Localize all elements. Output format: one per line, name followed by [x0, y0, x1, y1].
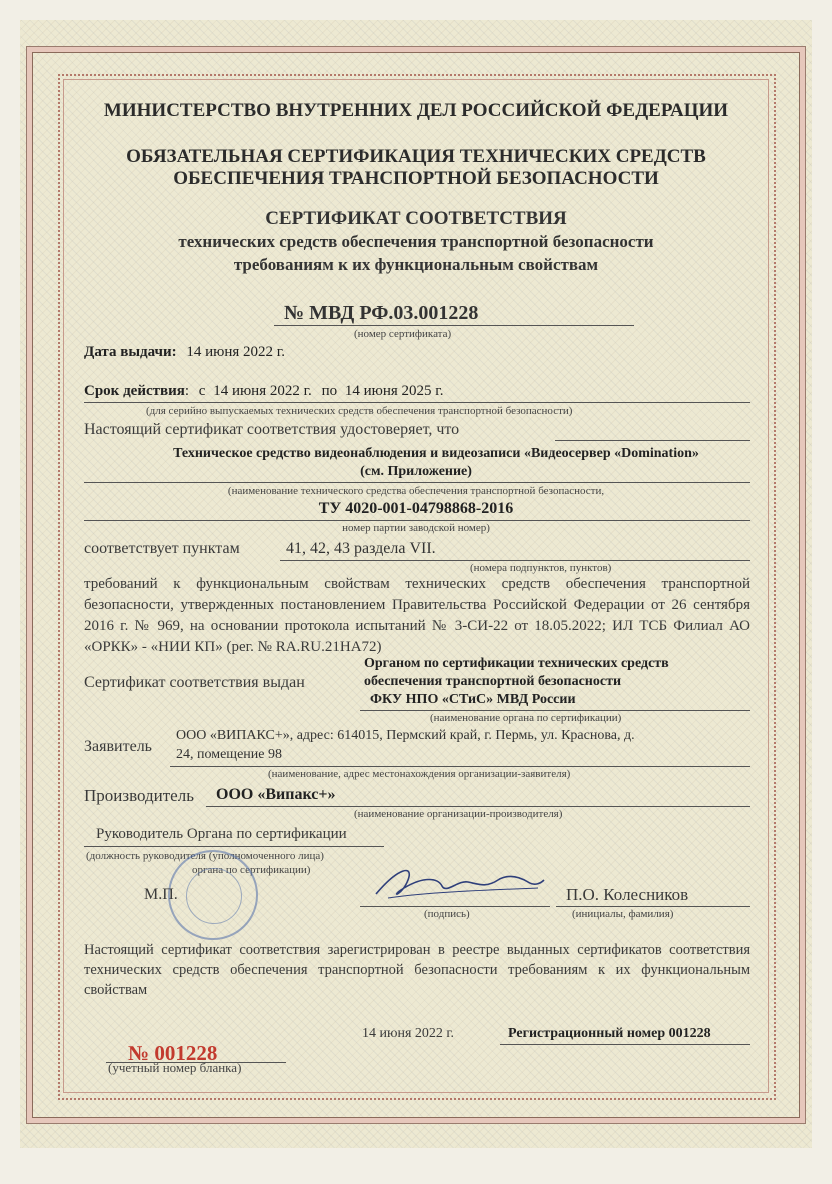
signatory-position-caption2: органа по сертификации): [192, 864, 311, 876]
underline: [170, 766, 750, 767]
official-seal-icon: [168, 850, 258, 940]
applicant-line2: 24, помещение 98: [176, 747, 282, 762]
issued-by-line2: обеспечения транспортной безопасности: [364, 674, 622, 689]
issue-date-label: Дата выдачи:: [84, 344, 177, 360]
validity-from-word: с: [198, 383, 206, 399]
applicant-label: Заявитель: [84, 738, 152, 755]
validity-to: 14 июня 2025 г.: [344, 383, 444, 399]
certifies-text: Настоящий сертификат соответствия удостоверяет, что: [84, 421, 460, 438]
document-title: СЕРТИФИКАТ СООТВЕТСТВИЯ: [265, 208, 567, 229]
validity-colon: :: [184, 383, 190, 399]
registry-date: 14 июня 2022 г.: [362, 1026, 455, 1041]
signatory-position-caption1: (должность руководителя (уполномоченного лица): [86, 850, 324, 862]
conformity-caption: (номера подпунктов, пунктов): [470, 562, 612, 574]
certificate-number-caption: (номер сертификата): [354, 328, 452, 340]
product-name-line1: Техническое средство видеонаблюдения и видеозаписи «Видеосервер «Domination»: [173, 446, 699, 461]
underline: [84, 520, 750, 521]
manufacturer-value: ООО «Випакс+»: [216, 786, 336, 803]
underline: [555, 440, 750, 441]
validity-caption: (для серийно выпускаемых технических средств обеспечения транспортной безопасности): [146, 405, 573, 417]
underline: [84, 846, 384, 847]
signature-icon: [368, 858, 548, 908]
manufacturer-label: Производитель: [84, 786, 194, 805]
validity-row: [84, 383, 443, 400]
validity-to-word: по: [321, 383, 338, 399]
registry-paragraph: Настоящий сертификат соответствия зарегистрирован в реестре выданных сертификатов соответствия технических средств обеспечения транспортной безопасности требованиям к их функциональным свойствам: [84, 942, 750, 998]
signature-caption: (подпись): [424, 908, 470, 920]
signatory-name: П.О. Колесников: [566, 885, 689, 904]
seal-place-label: М.П.: [144, 886, 178, 903]
product-name-line2: (см. Приложение): [360, 464, 472, 479]
blank-number-caption: (учетный номер бланка): [108, 1060, 242, 1075]
issue-date-value: 14 июня 2022 г.: [186, 344, 286, 360]
underline: [500, 1044, 750, 1045]
signatory-name-caption: (инициалы, фамилия): [572, 908, 674, 920]
underline: [274, 325, 634, 326]
applicant-line1: ООО «ВИПАКС+», адрес: 614015, Пермский край, г. Пермь, ул. Краснова, д.: [176, 728, 635, 743]
conformity-paragraph: требований к функциональным свойствам технических средств обеспечения транспортной безопасности, утвержденных постановлением Правительства Российской Федерации от 26 сентября 2016 г. № 969, на основании протокола испытаний № 3-СИ-22 от 18.05.2022; ИЛ ТСБ Филиал АО «ОРКК» - «НИИ КП» (рег. № RA.RU.21НА72): [84, 576, 750, 655]
underline: [280, 560, 750, 561]
document-subtitle-line1: технических средств обеспечения транспортной безопасности: [178, 232, 654, 251]
signatory-position: Руководитель Органа по сертификации: [96, 826, 347, 842]
blank-number: № 001228: [128, 1041, 218, 1065]
registration-number: Регистрационный номер 001228: [508, 1026, 711, 1041]
certification-title-line1: ОБЯЗАТЕЛЬНАЯ СЕРТИФИКАЦИЯ ТЕХНИЧЕСКИХ СРЕДСТВ: [126, 146, 706, 167]
issued-by-label: Сертификат соответствия выдан: [84, 674, 305, 691]
underline: [556, 906, 750, 907]
issue-date-row: [84, 344, 285, 361]
applicant-caption: (наименование, адрес местонахождения организации-заявителя): [268, 768, 571, 780]
issued-by-caption: (наименование органа по сертификации): [430, 712, 622, 724]
ministry-title: МИНИСТЕРСТВО ВНУТРЕННИХ ДЕЛ РОССИЙСКОЙ ФЕДЕРАЦИИ: [103, 100, 729, 121]
underline: [206, 806, 750, 807]
issued-by-line3: ФКУ НПО «СТиС» МВД России: [370, 692, 576, 707]
validity-from: 14 июня 2022 г.: [213, 383, 312, 399]
document-subtitle-line2: требованиям к их функциональным свойствам: [233, 255, 599, 274]
manufacturer-caption: (наименование организации-производителя): [354, 808, 563, 820]
conformity-value: 41, 42, 43 раздела VII.: [286, 540, 436, 557]
certification-title-line2: ОБЕСПЕЧЕНИЯ ТРАНСПОРТНОЙ БЕЗОПАСНОСТИ: [173, 168, 659, 189]
underline: [84, 482, 750, 483]
underline: [360, 906, 550, 907]
underline: [360, 710, 750, 711]
product-caption: (наименование технического средства обеспечения транспортной безопасности,: [227, 485, 605, 497]
issued-by-line1: Органом по сертификации технических средств: [364, 656, 669, 671]
underline: [84, 402, 750, 403]
conformity-label: соответствует пунктам: [84, 540, 240, 557]
tu-number: ТУ 4020-001-04798868-2016: [318, 500, 514, 517]
tu-caption: номер партии заводской номер): [342, 522, 490, 534]
validity-label: Срок действия: [84, 383, 185, 399]
certificate-number: № МВД РФ.03.001228: [284, 302, 479, 324]
